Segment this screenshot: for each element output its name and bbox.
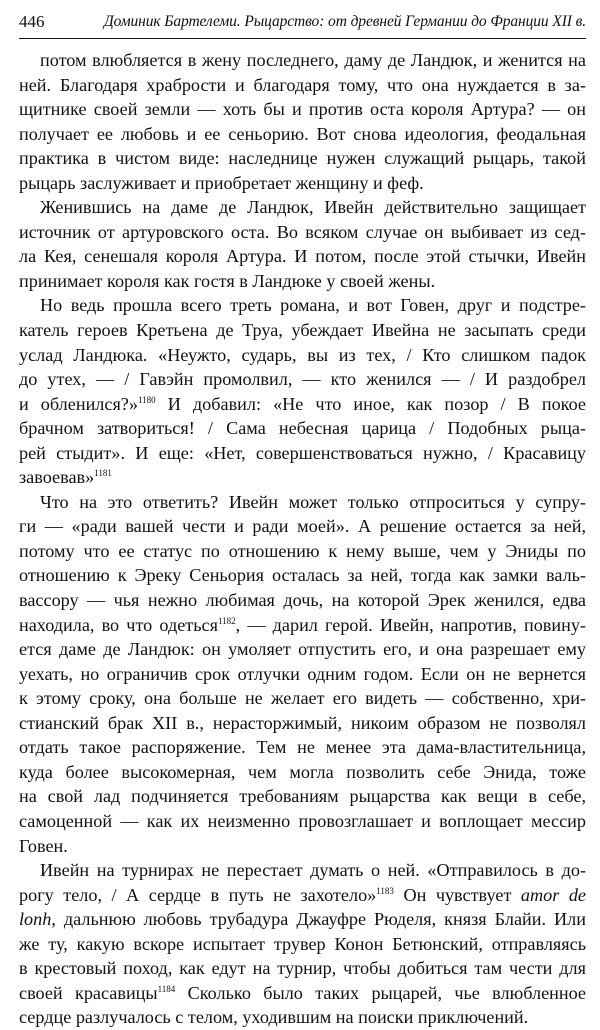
- text-line: [19, 760, 586, 785]
- line-text: же ту, какую вскоре испытает трувер Конон Бетюнский, отправляясь: [19, 933, 586, 954]
- text-line: [19, 858, 586, 883]
- line-text: , дальнюю любовь трубадура Джауфре Рюделя, князя Блайи. Или: [51, 909, 586, 930]
- text-line: [19, 97, 586, 122]
- text-line: [19, 711, 586, 736]
- paragraph: [19, 293, 586, 489]
- line-text: находила, во что одеться: [19, 614, 218, 635]
- line-text: стианский брак XII в., нерасторжимый, никоим образом не позволял: [19, 712, 586, 733]
- line-text-after: , — дарил герой. Ивейн, напротив, повину-: [235, 614, 586, 635]
- text-line: [19, 367, 586, 392]
- text-line: [19, 171, 586, 196]
- line-text: самоценной — как их неизменно провозглашает и воплощает мессир: [19, 810, 586, 831]
- line-text: получает ее любовь и ее сеньорию. Вот снова идеология, феодальная: [19, 123, 586, 144]
- line-text: уехать, но ограничив срок отлучки одним годом. Если он не вернется: [19, 663, 586, 684]
- line-text: потом влюбляется в жену последнего, даму де Ландюк, и женится на: [40, 50, 586, 70]
- line-text: своей красавицы: [19, 982, 158, 1003]
- text-line: [19, 220, 586, 245]
- paragraph: [19, 195, 586, 293]
- text-line: [19, 73, 586, 98]
- line-text: и обленился?»: [19, 393, 138, 414]
- line-text: Что на это ответить? Ивейн может только отпроситься у супру-: [40, 491, 586, 512]
- text-line: [19, 834, 586, 859]
- text-line: [19, 146, 586, 171]
- text-line: [19, 441, 586, 466]
- line-text: потому что ее статус по отношению к нему выше, чем у Эниды по: [19, 540, 586, 561]
- line-text: до утех, — / Гавэйн промолвил, — кто женился — / И раздобрел: [19, 369, 586, 390]
- line-text: рыцарь заслуживает и приобретает женщину и феф.: [19, 172, 424, 193]
- text-line: [19, 637, 586, 662]
- line-text: услад Ландюка. «Неужто, сударь, вы из тех, / Кто слишком падок: [19, 344, 586, 365]
- line-text-after: Он чувствует: [393, 884, 521, 905]
- body-text: [19, 48, 586, 1030]
- line-text: ги — «ради вашей чести и ради моей». А решение остается за ней,: [19, 516, 586, 537]
- line-text: рогу тело, / А сердце в путь не захотело»: [19, 884, 377, 905]
- line-text: в крестовый поход, как едут на турнир, чтобы добиться там чести для: [19, 958, 586, 979]
- text-line: [19, 269, 586, 294]
- text-line: [19, 735, 586, 760]
- line-text: ней. Благодаря храбрости и благодаря тому, что она нуждается в за-: [19, 74, 586, 95]
- text-line: [19, 343, 586, 368]
- text-line: [19, 293, 586, 318]
- running-title: Доминик Бартелеми. Рыцарство: от древней Германии до Франции XII в.: [103, 13, 586, 30]
- text-line: [19, 514, 586, 539]
- line-text: катель героев Кретьена де Труа, убеждает Ивейна не засыпать среди: [19, 320, 586, 341]
- text-line: [19, 613, 586, 638]
- text-line: [19, 956, 586, 981]
- line-text: рей стыдит». И еще: «Нет, совершенствоваться нужно, / Красавицу: [19, 442, 586, 463]
- line-text: Но ведь прошла всего треть романа, и вот Говен, друг и подстре-: [40, 295, 586, 316]
- paragraph: [19, 858, 586, 1030]
- page-header: [19, 10, 586, 39]
- line-text: источник от артуровского оста. Во всяком случае он выбивает из сед-: [19, 221, 586, 242]
- text-line: [19, 122, 586, 147]
- line-text: Ивейн на турнирах не перестает думать о ней. «Отправилось в до-: [40, 860, 586, 881]
- line-text-after: И добавил: «Не что иное, как позор / В покое: [155, 393, 586, 414]
- text-line: [19, 318, 586, 343]
- footnote-ref: 1184: [157, 983, 176, 994]
- footnote-ref: 1180: [137, 394, 156, 405]
- footnote-ref: 1183: [376, 885, 394, 896]
- text-line: [19, 392, 586, 417]
- page-number: 446: [19, 12, 45, 31]
- text-line: [19, 662, 586, 687]
- italic-term: lonh: [19, 909, 52, 930]
- footnote-ref: 1181: [94, 468, 112, 479]
- line-text: отдать такое распоряжение. Тем не менее эта дама-властительница,: [19, 737, 586, 758]
- text-line: [19, 1005, 586, 1030]
- line-text: ла Кея, сенешаля короля Артура. И потом, после этой стычки, Ивейн: [19, 246, 586, 267]
- line-text: вассору — чья нежно любимая дочь, на которой Эрек женился, едва: [19, 590, 586, 611]
- text-line: [19, 195, 586, 220]
- text-line: [19, 981, 586, 1006]
- text-line: [19, 883, 586, 908]
- line-text: на свой лад подчиняется требованиям рыцарства как вещи в себе,: [19, 786, 586, 807]
- text-line: [19, 563, 586, 588]
- line-text: ется даме де Ландюк: он умоляет отпустить его, и она разрешает ему: [19, 639, 586, 660]
- text-line: [19, 809, 586, 834]
- line-text-after: Сколько было таких рыцарей, чье влюбленное: [175, 982, 586, 1003]
- text-line: [19, 465, 586, 490]
- line-text: Женившись на даме де Ландюк, Ивейн действительно защищает: [40, 197, 586, 218]
- line-text: отношению к Эреку Сеньория осталась за ней, тогда как замки валь-: [19, 565, 586, 586]
- italic-term: amor de: [520, 884, 586, 905]
- text-line: [19, 784, 586, 809]
- line-text: Говен.: [19, 835, 68, 856]
- text-line: [19, 416, 586, 441]
- line-text: к этому сроку, она больше не желает его видеть — собственно, хри-: [19, 688, 586, 709]
- paragraph: [19, 48, 586, 195]
- text-line: [19, 686, 586, 711]
- footnote-ref: 1182: [217, 615, 236, 626]
- text-line: [19, 907, 586, 932]
- line-text: принимает короля как гостя в Ландюке у своей жены.: [19, 270, 436, 291]
- line-text: сердце разлучалось с телом, уходившим на поиски приключений.: [19, 1007, 529, 1028]
- text-line: [19, 244, 586, 269]
- paragraph: [19, 490, 586, 858]
- text-line: [19, 48, 586, 73]
- text-line: [19, 490, 586, 515]
- text-line: [19, 539, 586, 564]
- text-line: [19, 932, 586, 957]
- line-text: куда более высокомерная, чем могла позволить себе Энида, тоже: [19, 761, 586, 782]
- text-line: [19, 588, 586, 613]
- line-text: щитнике своей земли — хоть бы и против оста короля Артура? — он: [19, 99, 586, 120]
- line-text: завоевав»: [19, 467, 95, 488]
- line-text: практика в чистом виде: наследнице нужен служащий рыцарь, такой: [19, 148, 586, 169]
- line-text: брачном затвориться! / Сама небесная царица / Подобных рыца-: [19, 418, 586, 439]
